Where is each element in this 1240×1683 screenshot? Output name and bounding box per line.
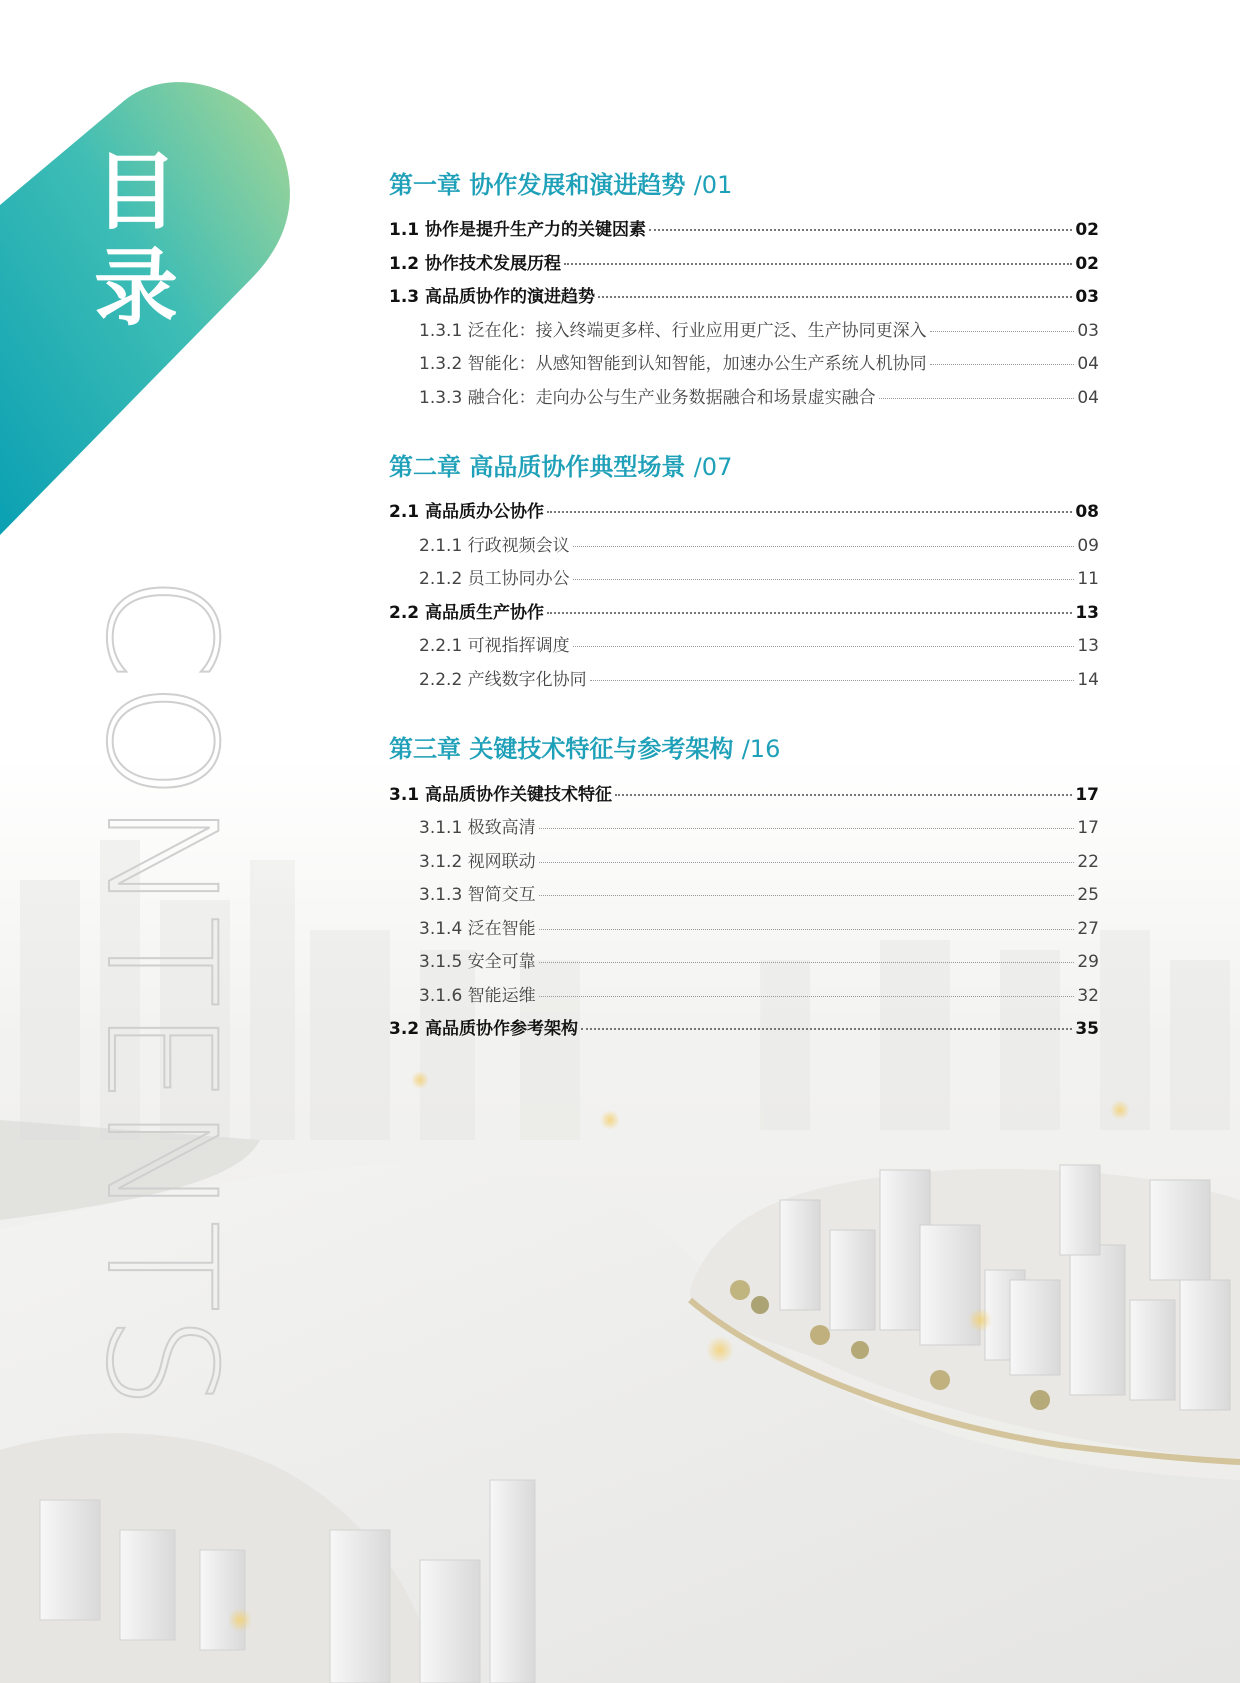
chapter-page: /07 [693, 453, 733, 482]
chapter-page: /16 [741, 735, 781, 764]
chapter-heading[interactable] [389, 452, 1099, 483]
dot-leader [539, 861, 1075, 863]
chapter-title: 第三章 关键技术特征与参考架构 [389, 735, 734, 764]
toc-entry[interactable] [389, 531, 1099, 565]
chapter-block [389, 452, 1099, 698]
toc-entry-page: 04 [1077, 354, 1099, 375]
toc-entry-page: 13 [1077, 636, 1099, 657]
toc-entry-label: 3.1.5 安全可靠 [419, 952, 536, 973]
toc-entry[interactable] [389, 947, 1099, 981]
toc-entry-label: 3.1.2 视网联动 [419, 851, 536, 872]
toc-entry-page: 27 [1077, 918, 1099, 939]
toc-entry[interactable] [389, 981, 1099, 1015]
dot-leader [539, 961, 1075, 963]
dot-leader [615, 793, 1072, 796]
toc-entry[interactable] [389, 780, 1099, 814]
toc-entry[interactable] [389, 631, 1099, 665]
toc-entry-label: 3.1.3 智简交互 [419, 885, 536, 906]
title-char-lu: 录 [94, 239, 179, 337]
dot-leader [539, 995, 1075, 997]
toc-entry[interactable] [389, 1014, 1099, 1048]
toc-entry-page: 04 [1077, 387, 1099, 408]
toc-entry-label: 2.2 高品质生产协作 [389, 602, 545, 623]
toc-entry-page: 11 [1077, 569, 1099, 590]
toc-entry-label: 1.1 协作是提升生产力的关键因素 [389, 220, 647, 241]
toc-entry[interactable] [389, 282, 1099, 316]
chapter-title: 第二章 高品质协作典型场景 [389, 453, 686, 482]
toc-entry-label: 2.1.1 行政视频会议 [419, 535, 570, 556]
dot-leader [879, 397, 1075, 399]
toc-entry[interactable] [389, 847, 1099, 881]
dot-leader [573, 545, 1075, 547]
dot-leader [547, 611, 1072, 614]
toc-entry-label: 3.1 高品质协作关键技术特征 [389, 784, 613, 805]
toc-entry[interactable] [389, 383, 1099, 417]
chapter-title: 第一章 协作发展和演进趋势 [389, 171, 686, 199]
dot-leader [573, 578, 1075, 580]
chapter-heading[interactable] [389, 170, 1099, 201]
toc-entry[interactable] [389, 249, 1099, 283]
toc-entry-page: 03 [1075, 287, 1099, 308]
toc-entry-page: 08 [1075, 502, 1099, 523]
dot-leader [564, 262, 1072, 265]
dot-leader [930, 363, 1075, 365]
toc-entry-page: 09 [1077, 535, 1099, 556]
toc-entry[interactable] [389, 316, 1099, 350]
toc-entry-label: 2.2.2 产线数字化协同 [419, 669, 587, 690]
chapter-page: /01 [693, 171, 733, 199]
dot-leader [649, 228, 1072, 231]
toc-entry-label: 2.2.1 可视指挥调度 [419, 636, 570, 657]
toc-entry-page: 02 [1075, 220, 1099, 241]
toc-entry-page: 13 [1075, 602, 1099, 623]
toc-entry-label: 2.1 高品质办公协作 [389, 502, 545, 523]
dot-leader [539, 827, 1075, 829]
dot-leader [598, 295, 1072, 298]
toc-entry-page: 17 [1077, 818, 1099, 839]
dot-leader [590, 679, 1075, 681]
dot-leader [930, 330, 1075, 332]
toc-entry-label: 1.3.2 智能化：从感知智能到认知智能，加速办公生产系统人机协同 [419, 354, 927, 375]
chapter-block [389, 170, 1099, 416]
toc-entry-label: 1.3.1 泛在化：接入终端更多样、行业应用更广泛、生产协同更深入 [419, 320, 927, 341]
toc-entry-label: 3.2 高品质协作参考架构 [389, 1019, 579, 1040]
toc-entry-label: 3.1.6 智能运维 [419, 985, 536, 1006]
chapter-heading[interactable] [389, 734, 1099, 765]
dot-leader [581, 1027, 1072, 1030]
toc-entry-page: 22 [1077, 851, 1099, 872]
toc-entry[interactable] [389, 598, 1099, 632]
title-char-mu: 目 [94, 143, 179, 241]
toc-entry[interactable] [389, 564, 1099, 598]
toc-entry-page: 14 [1077, 669, 1099, 690]
dot-leader [573, 645, 1075, 647]
dot-leader [547, 510, 1072, 513]
toc-entry-label: 2.1.2 员工协同办公 [419, 569, 570, 590]
toc-entry-page: 35 [1075, 1019, 1099, 1040]
contents-watermark: CONTENTS [73, 575, 247, 1412]
dot-leader [539, 894, 1075, 896]
toc-entry[interactable] [389, 497, 1099, 531]
dot-leader [539, 928, 1075, 930]
toc-entry[interactable] [389, 813, 1099, 847]
toc-entry-label: 1.3 高品质协作的演进趋势 [389, 287, 596, 308]
toc-entry-label: 1.2 协作技术发展历程 [389, 253, 562, 274]
toc-entry[interactable] [389, 880, 1099, 914]
toc-entry[interactable] [389, 914, 1099, 948]
toc-entry-page: 03 [1077, 320, 1099, 341]
toc-entry-page: 29 [1077, 952, 1099, 973]
toc-entry[interactable] [389, 665, 1099, 699]
toc-entry-page: 02 [1075, 253, 1099, 274]
toc-entry-page: 32 [1077, 985, 1099, 1006]
toc-entry-label: 3.1.1 极致高清 [419, 818, 536, 839]
toc-entry[interactable] [389, 349, 1099, 383]
toc-entry-label: 3.1.4 泛在智能 [419, 918, 536, 939]
toc-entry[interactable] [389, 215, 1099, 249]
chapter-block [389, 734, 1099, 1047]
toc-entry-label: 1.3.3 融合化：走向办公与生产业务数据融合和场景虚实融合 [419, 387, 876, 408]
toc-entry-page: 25 [1077, 885, 1099, 906]
table-of-contents [389, 170, 1099, 1084]
toc-entry-page: 17 [1075, 784, 1099, 805]
